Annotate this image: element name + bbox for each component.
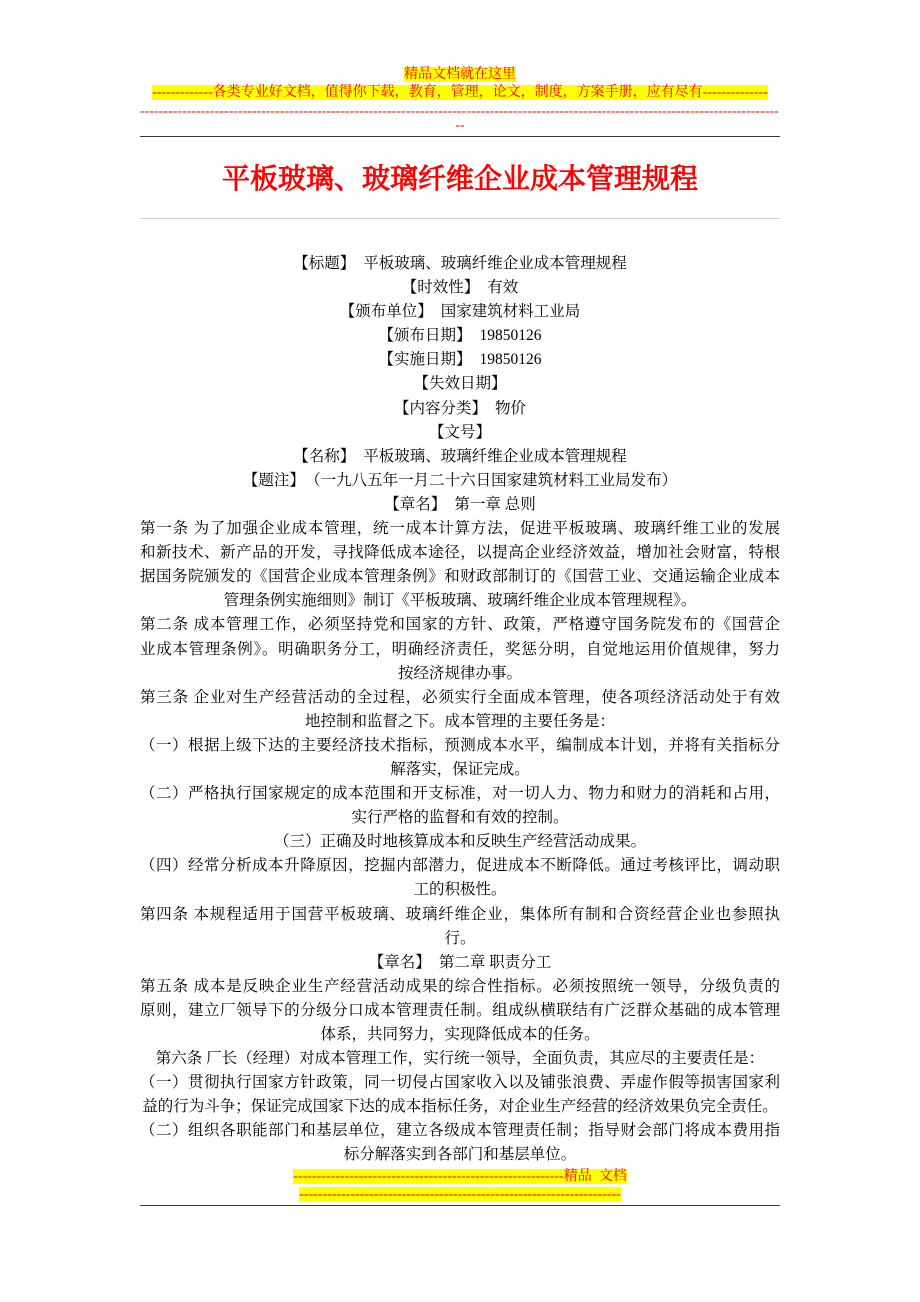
paragraph-line: 地控制和监督之下。成本管理的主要任务是： (304, 712, 615, 730)
article-list (140, 517, 780, 1168)
meta-field (140, 445, 780, 469)
paragraph-line: 益的行为斗争；保证完成国家下达的成本指标任务，对企业生产经营的经济效果负完全责任。 (142, 1098, 778, 1116)
paragraph-line: （三）正确及时地核算成本和反映生产经营活动成果。 (273, 833, 646, 851)
article-paragraph (140, 1119, 780, 1167)
meta-field-label: 【题注】 (242, 471, 305, 489)
meta-field-value: 有效 (487, 279, 519, 297)
paragraph-line: 标分解落实到各部门和基层单位。 (343, 1146, 577, 1164)
article-paragraph (140, 903, 780, 951)
paragraph-line: 和新技术、新产品的开发，寻找降低成本途径，以提高企业经济效益，增加社会财富，特根 (140, 544, 780, 562)
footer-dash-row (0, 1187, 920, 1203)
article-paragraph (140, 686, 780, 734)
chapter-heading-label: 【章名】 (368, 953, 431, 971)
meta-field-label: 【时效性】 (401, 279, 480, 297)
article-paragraph (140, 782, 780, 830)
paragraph-line: 第一条 为了加强企业成本管理，统一成本计算方法，促进平板玻璃、玻璃纤维工业的发展 (140, 520, 780, 538)
meta-field-label: 【文号】 (428, 423, 491, 441)
meta-field (140, 276, 780, 300)
meta-field-label: 【名称】 (293, 447, 356, 465)
meta-field (140, 348, 780, 372)
article-paragraph (140, 1047, 780, 1071)
paragraph-line: 解落实，保证完成。 (390, 760, 530, 778)
meta-field (140, 469, 780, 493)
metadata-list (140, 252, 780, 517)
document-body (140, 252, 780, 1168)
paragraph-line: （一）根据上级下达的主要经济技术指标，预测成本水平，编制成本计划，并将有关指标分 (140, 736, 780, 754)
meta-field-value: 国家建筑材料工业局 (440, 303, 581, 321)
header-divider (140, 136, 780, 137)
paragraph-line: 体系，共同努力，实现降低成本的任务。 (320, 1026, 600, 1043)
paragraph-line: 行。 (444, 929, 476, 947)
header-tagline: 精品文档就在这里 (404, 67, 516, 82)
paragraph-line: （一）贯彻执行国家方针政策，同一切侵占国家收入以及铺张浪费、弄虚作假等损害国家利 (140, 1074, 780, 1092)
meta-field-value: 物价 (495, 399, 527, 417)
meta-field (140, 397, 780, 421)
footer-dash-rule: --------------------------------------------------------------------- (299, 1187, 621, 1202)
meta-field (140, 421, 780, 445)
meta-field-value: （一九八五年一月二十六日国家建筑材料工业局发布） (312, 471, 678, 489)
article-paragraph (140, 517, 780, 613)
chapter-heading (140, 951, 780, 975)
meta-field-value: 19850126 (479, 351, 542, 369)
footer-banner-row (0, 1168, 920, 1186)
meta-field-label: 【颁布单位】 (339, 303, 433, 321)
meta-field-value: 平板玻璃、玻璃纤维企业成本管理规程 (363, 255, 627, 272)
article-paragraph (140, 613, 780, 685)
paragraph-line: 实行严格的监督和有效的控制。 (351, 809, 569, 827)
header-dash-rule-tail: -- (455, 118, 465, 133)
article-paragraph (140, 830, 780, 854)
meta-field (140, 372, 780, 396)
paragraph-line: 原则，建立厂领导下的分级分口成本管理责任制。组成纵横联结有广泛群众基础的成本管理 (140, 1001, 780, 1019)
footer-banner: ----------------------------------------------------------精品 文档 (293, 1169, 627, 1184)
paragraph-line: 第六条 厂长（经理）对成本管理工作，实行统一领导，全面负责，其应尽的主要责任是： (155, 1050, 765, 1068)
meta-field (140, 252, 780, 276)
meta-field (140, 300, 780, 324)
meta-field-label: 【实施日期】 (378, 351, 472, 369)
document-title: 平板玻璃、玻璃纤维企业成本管理规程 (221, 164, 698, 195)
meta-field-label: 【标题】 (293, 255, 356, 272)
paragraph-line: （二）组织各职能部门和基层单位，建立各级成本管理责任制；指导财会部门将成本费用指 (140, 1122, 780, 1140)
title-divider (140, 218, 780, 219)
paragraph-line: 管理条例实施细则》制订《平板玻璃、玻璃纤维企业成本管理规程》。 (223, 592, 697, 610)
article-paragraph (140, 854, 780, 902)
paragraph-line: 第四条 本规程适用于国营平板玻璃、玻璃纤维企业，集体所有制和合资经营企业也参照执 (140, 905, 780, 923)
header-tagline-row (0, 66, 920, 84)
meta-field (140, 493, 780, 517)
meta-field-label: 【章名】 (384, 495, 447, 513)
header-banner-row (0, 84, 920, 102)
article-paragraph (140, 975, 780, 1047)
paragraph-line: 按经济规律办事。 (397, 664, 522, 682)
header-banner: -------------各类专业好文档，值得你下载，教育，管理，论文，制度，方案手册，应有尽有-------------- (152, 85, 768, 100)
paragraph-line: 第五条 成本是反映企业生产经营活动成果的综合性指标。必须按照统一领导，分级负责的 (140, 977, 780, 995)
chapter-heading-value: 第二章 职责分工 (438, 953, 552, 971)
article-paragraph (140, 734, 780, 782)
paragraph-line: （二）严格执行国家规定的成本范围和开支标准，对一切人力、物力和财力的消耗和占用， (140, 785, 780, 803)
meta-field-label: 【颁布日期】 (378, 327, 472, 345)
meta-field-label: 【内容分类】 (393, 399, 487, 417)
meta-field-label: 【失效日期】 (413, 375, 507, 393)
footer-divider (140, 1205, 780, 1206)
meta-field-value: 第一章 总则 (454, 495, 536, 513)
paragraph-line: 据国务院颁发的《国营企业成本管理条例》和财政部制订的《国营工业、交通运输企业成本 (140, 568, 780, 586)
meta-field-value: 平板玻璃、玻璃纤维企业成本管理规程 (363, 447, 627, 465)
article-paragraph (140, 1071, 780, 1119)
paragraph-line: 业成本管理条例》。明确职务分工，明确经济责任，奖惩分明，自觉地运用价值规律，努力 (140, 640, 780, 658)
paragraph-line: 第三条 企业对生产经营活动的全过程，必须实行全面成本管理，使各项经济活动处于有效 (140, 688, 780, 706)
paragraph-line: 第二条 成本管理工作，必须坚持党和国家的方针、政策，严格遵守国务院发布的《国营企 (140, 616, 780, 634)
header-dash-rule: ----------------------------------------------------------------------------------------------------------------------------------------- (140, 104, 779, 119)
paragraph-line: （四）经常分析成本升降原因，挖掘内部潜力，促进成本不断降低。通过考核评比，调动职 (140, 857, 780, 875)
meta-field (140, 324, 780, 348)
meta-field-value: 19850126 (479, 327, 542, 345)
paragraph-line: 工的积极性。 (413, 881, 507, 899)
